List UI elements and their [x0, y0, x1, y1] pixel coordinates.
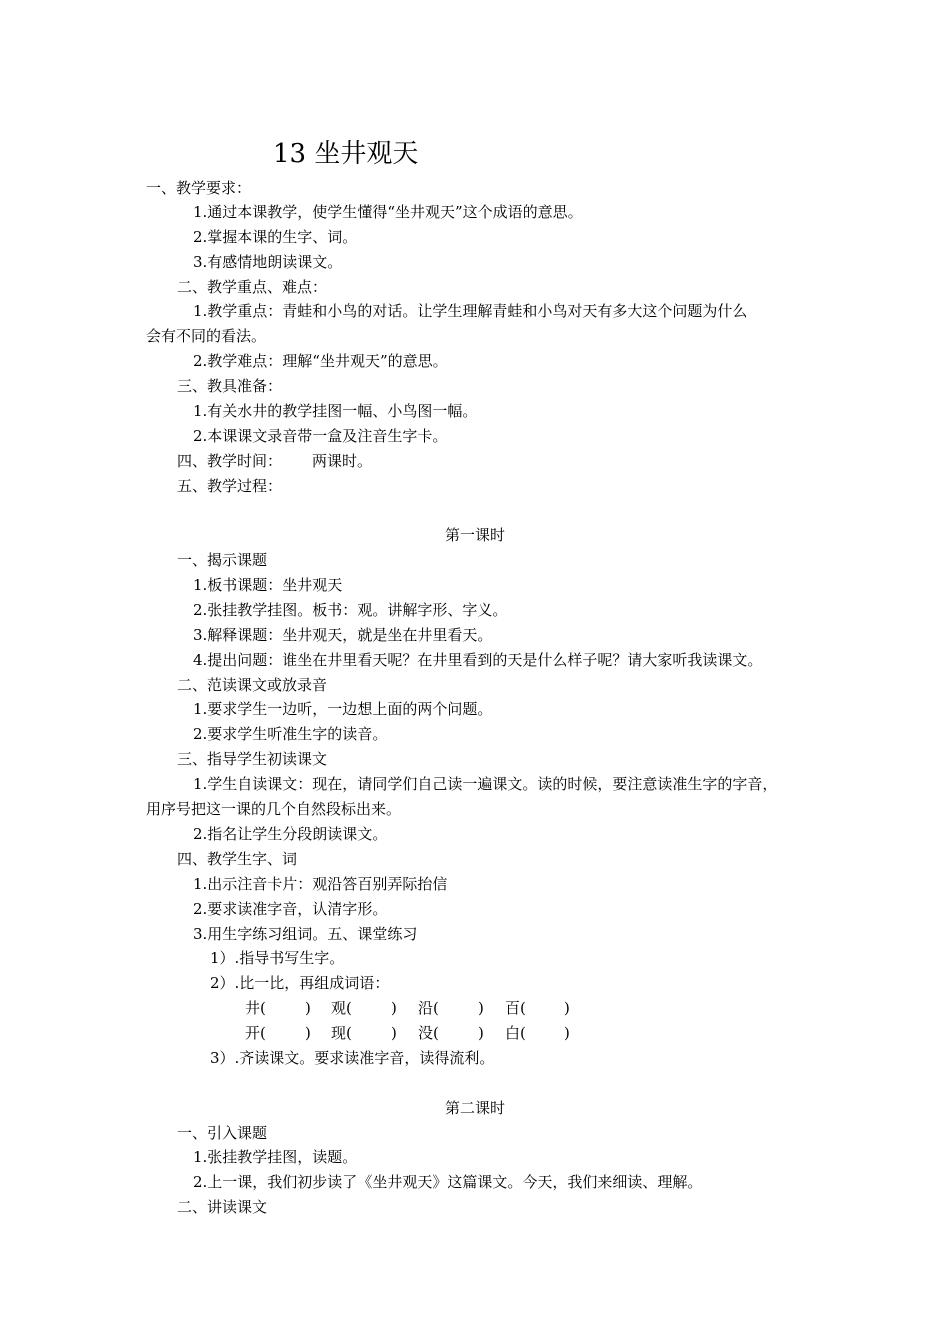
list-item: 1.板书课题：坐井观天 — [193, 576, 343, 594]
sub-item: 2）.比一比，再组成词语： — [210, 974, 390, 992]
compare-cell: 观( — [331, 999, 352, 1017]
list-item: 2.上一课，我们初步读了《坐井观天》这篇课文。今天，我们来细读、理解。 — [193, 1173, 703, 1191]
compare-cell: 井( — [245, 999, 266, 1017]
list-item: 4.提出问题：谁坐在井里看天呢？在井里看到的天是什么样子呢？请大家听我读课文。 — [193, 651, 763, 669]
lesson-1-section-heading: 四、教学生字、词 — [177, 850, 298, 868]
list-item: 1.出示注音卡片：观沿答百别弄际抬信 — [193, 875, 448, 893]
compare-cell: ) — [478, 1024, 484, 1042]
list-item: 1.张挂教学挂图，读题。 — [193, 1148, 358, 1166]
compare-row-2 — [0, 1023, 950, 1043]
section-heading-time: 四、教学时间： — [177, 452, 283, 470]
list-item-continuation: 用序号把这一课的几个自然段标出来。 — [146, 800, 402, 818]
lesson-2-section-heading: 二、讲读课文 — [177, 1198, 268, 1216]
list-item: 1.学生自读课文：现在，请同学们自己读一遍课文。读的时候，要注意读准生字的字音， — [193, 775, 778, 793]
section-heading-requirements: 一、教学要求： — [146, 179, 252, 197]
compare-cell: 百( — [505, 999, 526, 1017]
lesson-2-section-heading: 一、引入课题 — [177, 1124, 268, 1142]
compare-cell: ) — [391, 999, 397, 1017]
compare-row-1 — [0, 998, 950, 1018]
list-item: 2.要求读准字音，认清字形。 — [193, 900, 388, 918]
list-item: 3.用生字练习组词。五、课堂练习 — [193, 925, 418, 943]
list-item: 2.要求学生听准生字的读音。 — [193, 725, 388, 743]
teaching-time-value: 两课时。 — [312, 452, 373, 470]
key-point-line: 1.教学重点：青蛙和小鸟的对话。让学生理解青蛙和小鸟对天有多大这个问题为什么 — [193, 302, 748, 320]
sub-item: 3）.齐读课文。要求读准字音，读得流利。 — [210, 1049, 495, 1067]
list-item: 3.解释课题：坐井观天，就是坐在井里看天。 — [193, 626, 493, 644]
list-item: 2.指名让学生分段朗读课文。 — [193, 825, 388, 843]
lesson-2-title: 第二课时 — [444, 1099, 505, 1117]
lesson-1-section-heading: 三、指导学生初读课文 — [177, 750, 328, 768]
compare-cell: 开( — [245, 1024, 266, 1042]
key-point-line: 2.教学难点：理解“坐井观天”的意思。 — [193, 352, 448, 370]
compare-cell: ) — [305, 1024, 311, 1042]
list-item: 2.张挂教学挂图。板书：观。讲解字形、字义。 — [193, 601, 508, 619]
compare-cell: 现( — [331, 1024, 352, 1042]
compare-cell: 没( — [418, 1024, 439, 1042]
section-heading-materials: 三、教具准备： — [177, 377, 283, 395]
lesson-1-section-heading: 一、揭示课题 — [177, 551, 268, 569]
compare-cell: ) — [305, 999, 311, 1017]
key-point-line: 会有不同的看法。 — [146, 327, 267, 345]
lesson-1-section-heading: 二、范读课文或放录音 — [177, 676, 328, 694]
material-item: 1.有关水井的教学挂图一幅、小鸟图一幅。 — [193, 402, 478, 420]
compare-cell: ) — [391, 1024, 397, 1042]
document-title: 13 坐井观天 — [273, 139, 419, 169]
compare-cell: ) — [478, 999, 484, 1017]
compare-cell: ) — [564, 999, 570, 1017]
lesson-1-title: 第一课时 — [444, 526, 505, 544]
requirement-item: 2.掌握本课的生字、词。 — [193, 228, 358, 246]
requirement-item: 3.有感情地朗读课文。 — [193, 253, 343, 271]
list-item: 1.要求学生一边听，一边想上面的两个问题。 — [193, 700, 493, 718]
compare-cell: ) — [564, 1024, 570, 1042]
section-heading-process: 五、教学过程： — [177, 477, 283, 495]
material-item: 2.本课课文录音带一盒及注音生字卡。 — [193, 427, 448, 445]
compare-cell: 白( — [505, 1024, 526, 1042]
sub-item: 1）.指导书写生字。 — [210, 949, 345, 967]
section-heading-key-points: 二、教学重点、难点： — [177, 278, 328, 296]
requirement-item: 1.通过本课教学，使学生懂得“坐井观天”这个成语的意思。 — [193, 203, 583, 221]
compare-cell: 沿( — [418, 999, 439, 1017]
